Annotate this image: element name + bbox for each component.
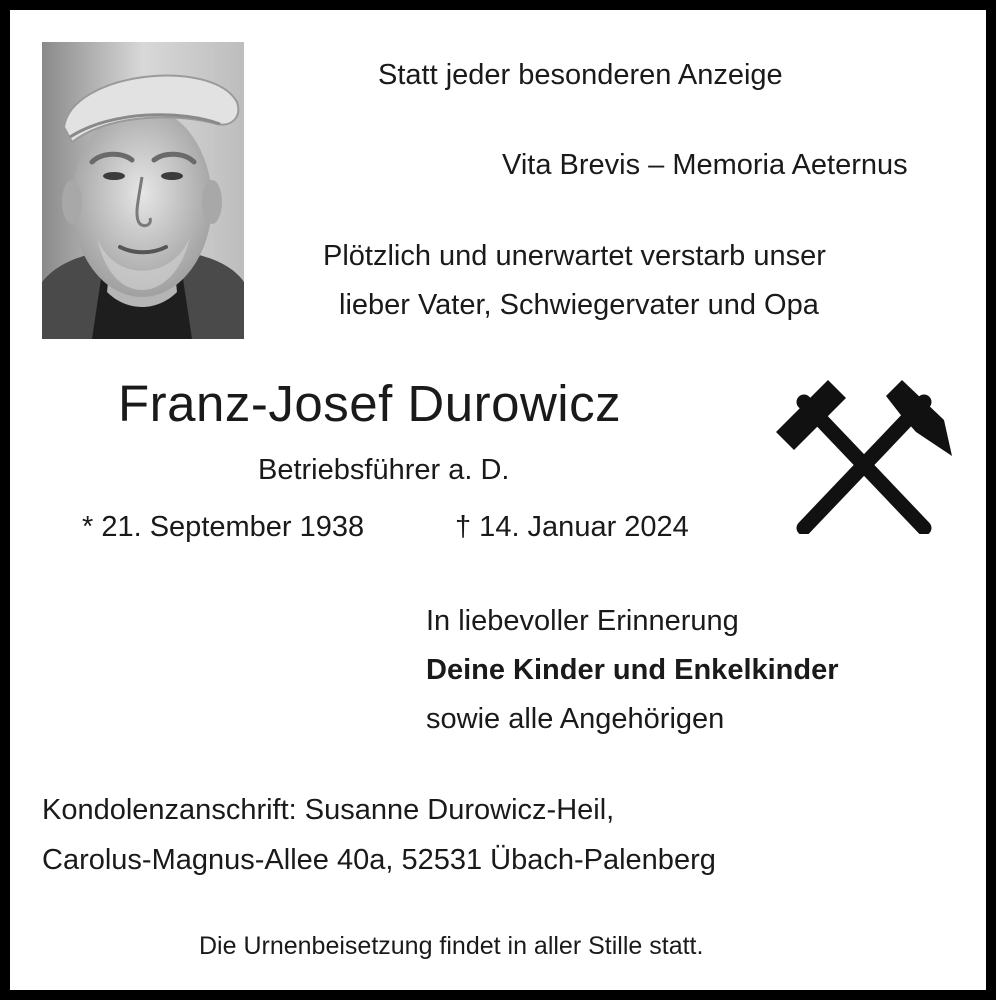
mourners-family: Deine Kinder und Enkelkinder — [426, 654, 839, 686]
portrait-image — [42, 42, 244, 339]
condolence-address: Carolus-Magnus-Allee 40a, 52531 Übach-Palenberg — [42, 844, 716, 876]
memory-line: In liebevoller Erinnerung — [426, 605, 739, 637]
portrait-photo — [42, 42, 244, 339]
condolence-contact: Kondolenzanschrift: Susanne Durowicz-Heil, — [42, 794, 615, 826]
hammer-and-pick-icon — [774, 374, 954, 534]
motto-line: Vita Brevis – Memoria Aeternus — [502, 149, 908, 181]
intro-line-1: Plötzlich und unerwartet verstarb unser — [323, 240, 826, 272]
birth-date: * 21. September 1938 — [82, 511, 365, 543]
death-date: † 14. Januar 2024 — [455, 511, 689, 543]
deceased-title: Betriebsführer a. D. — [258, 454, 510, 486]
deceased-name: Franz-Josef Durowicz — [118, 375, 622, 432]
mourners-relatives: sowie alle Angehörigen — [426, 703, 725, 735]
obituary-card — [10, 10, 986, 990]
burial-note: Die Urnenbeisetzung findet in aller Stille statt. — [199, 932, 704, 960]
notice-line: Statt jeder besonderen Anzeige — [378, 59, 783, 91]
intro-line-2: lieber Vater, Schwiegervater und Opa — [339, 289, 819, 321]
